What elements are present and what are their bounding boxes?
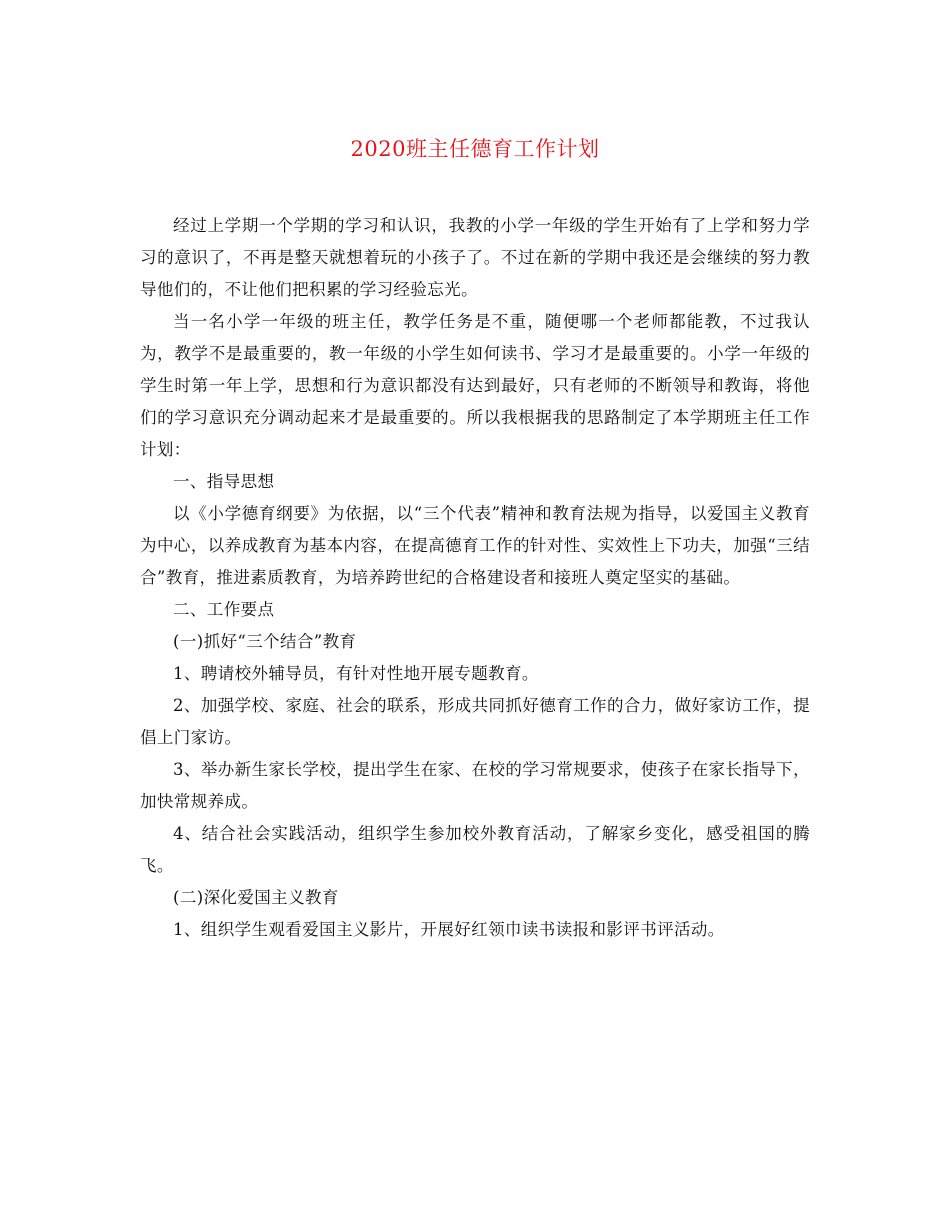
list-item-3: 3、举办新生家长学校，提出学生在家、在校的学习常规要求，使孩子在家长指导下，加快常规养成。 bbox=[140, 760, 810, 811]
subsection-heading-patriotism: (二)深化爱国主义教育 bbox=[173, 888, 339, 907]
section-heading-work-points: 二、工作要点 bbox=[173, 600, 275, 619]
subsection-heading-three-combinations: (一)抓好“三个结合”教育 bbox=[173, 632, 357, 651]
document-body bbox=[140, 210, 810, 946]
list-item-5: 1、组织学生观看爱国主义影片，开展好红领巾读书读报和影评书评活动。 bbox=[173, 920, 725, 939]
section-heading-guiding-thought: 一、指导思想 bbox=[173, 472, 275, 491]
paragraph-intro-2: 当一名小学一年级的班主任，教学任务是不重，随便哪一个老师都能教，不过我认为，教学不是最重要的，教一年级的小学生如何读书、学习才是最重要的。小学一年级的学生时第一年上学，思想和行为意识都没有达到最好，只有老师的不断领导和教诲，将他们的学习意识充分调动起来才是最重要的。所以我根据我的思路制定了本学期班主任工作计划： bbox=[140, 312, 810, 459]
list-item-4: 4、结合社会实践活动，组织学生参加校外教育活动，了解家乡变化，感受祖国的腾飞。 bbox=[140, 824, 810, 875]
paragraph-guiding-thought: 以《小学德育纲要》为依据，以“三个代表”精神和教育法规为指导，以爱国主义教育为中心，以养成教育为基本内容，在提高德育工作的针对性、实效性上下功夫，加强“三结合”教育，推进素质教育，为培养跨世纪的合格建设者和接班人奠定坚实的基础。 bbox=[140, 504, 810, 587]
list-item-2: 2、加强学校、家庭、社会的联系，形成共同抓好德育工作的合力，做好家访工作，提倡上门家访。 bbox=[140, 696, 810, 747]
list-item-1: 1、聘请校外辅导员，有针对性地开展专题教育。 bbox=[173, 664, 539, 683]
paragraph-intro-1: 经过上学期一个学期的学习和认识，我教的小学一年级的学生开始有了上学和努力学习的意识了，不再是整天就想着玩的小孩子了。不过在新的学期中我还是会继续的努力教导他们的，不让他们把积累的学习经验忘光。 bbox=[140, 216, 810, 299]
document-title: 2020班主任德育工作计划 bbox=[350, 137, 600, 161]
